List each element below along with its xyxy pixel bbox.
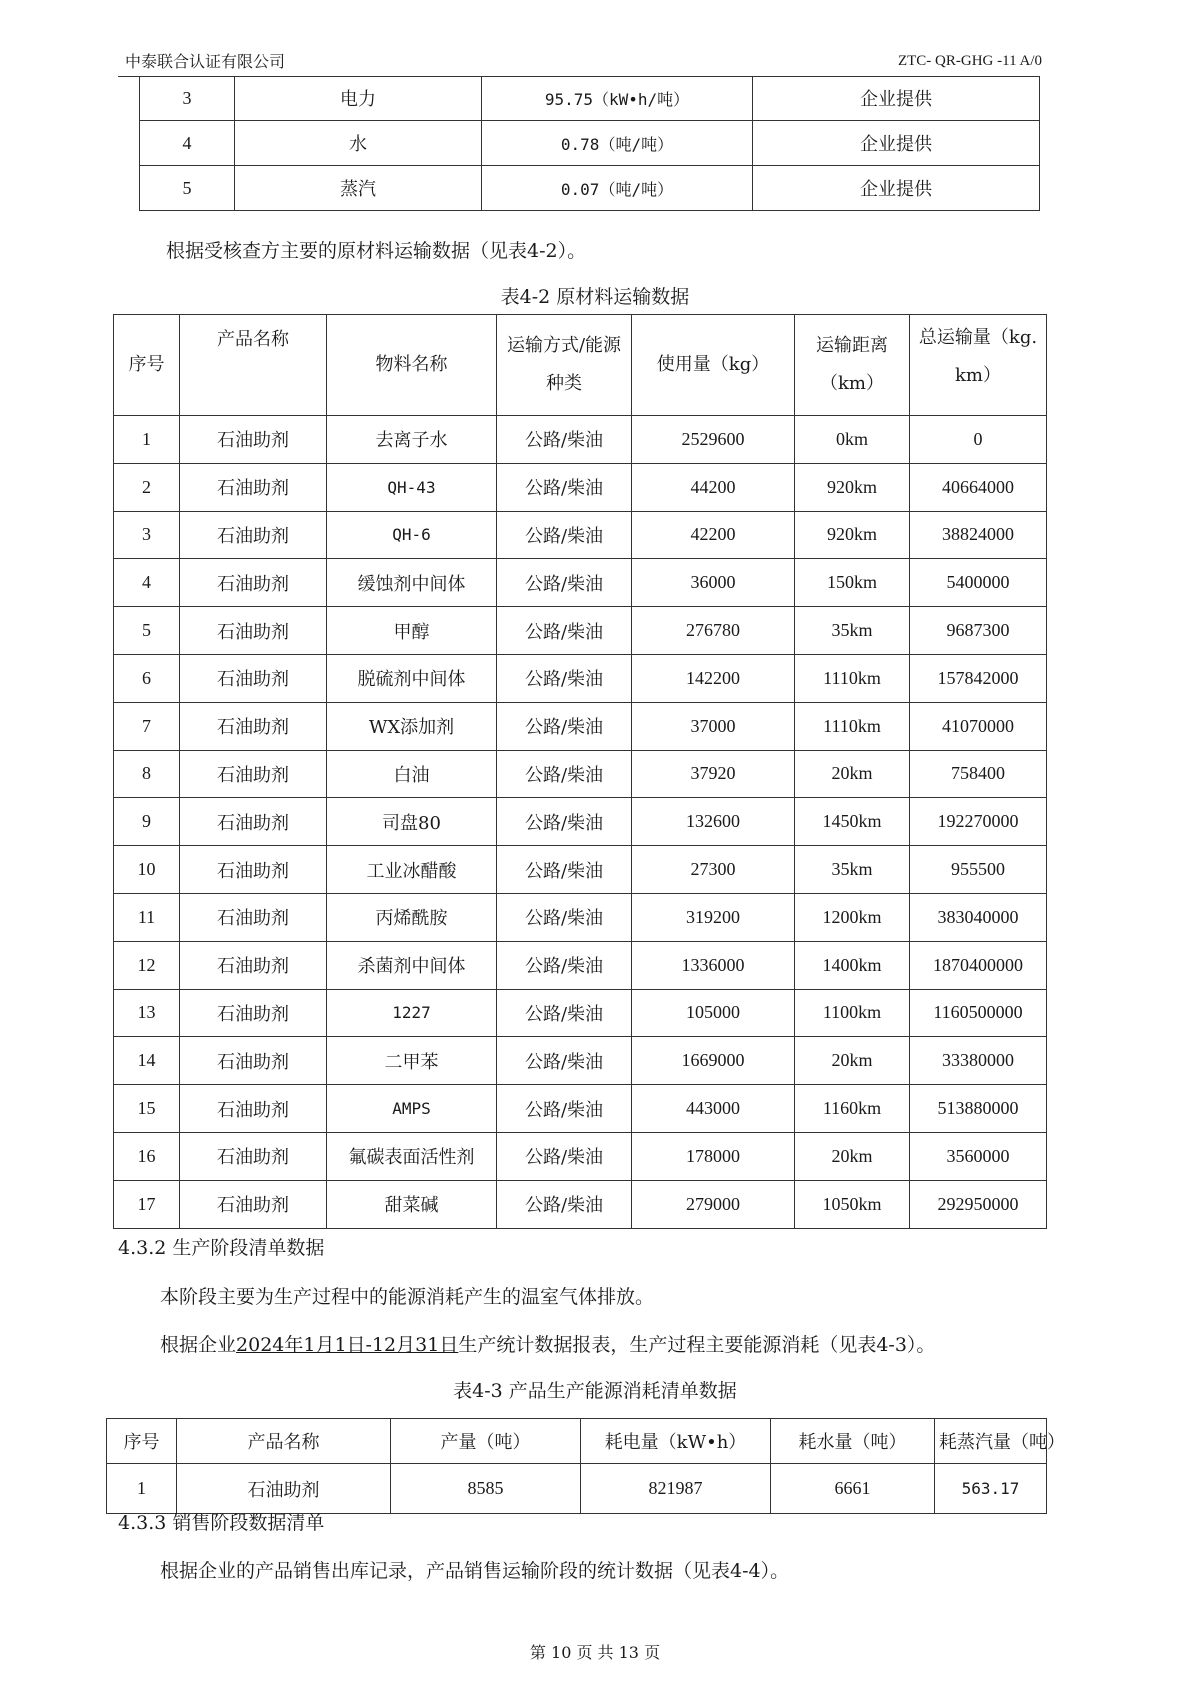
cell-value: 95.75（kW•h/吨） — [482, 76, 753, 121]
cell-total: 40664000 — [910, 463, 1047, 511]
cell-usage: 42200 — [632, 511, 795, 559]
cell-total: 38824000 — [910, 511, 1047, 559]
cell-usage: 105000 — [632, 989, 795, 1037]
cell-product: 石油助剂 — [180, 750, 327, 798]
cell-distance: 1200km — [795, 893, 910, 941]
cell-no: 1 — [114, 416, 180, 464]
table-row — [114, 702, 1047, 750]
cell-distance: 20km — [795, 1132, 910, 1180]
cell-no: 17 — [114, 1180, 180, 1228]
cell-usage: 36000 — [632, 559, 795, 607]
cell-transport: 公路/柴油 — [497, 702, 632, 750]
cell-material: 二甲苯 — [327, 1037, 497, 1085]
section-4-3-2-heading: 4.3.2 生产阶段清单数据 — [118, 1237, 325, 1259]
cell-usage: 1669000 — [632, 1037, 795, 1085]
cell-usage: 142200 — [632, 654, 795, 702]
col-header-power: 耗电量（kW•h） — [581, 1419, 771, 1464]
cell-distance: 150km — [795, 559, 910, 607]
production-energy-table — [106, 1418, 1065, 1514]
cell-water: 6661 — [771, 1464, 935, 1514]
cell-total: 758400 — [910, 750, 1047, 798]
cell-usage: 1336000 — [632, 941, 795, 989]
col-header-total: 总运输量（kg. km） — [910, 315, 1047, 416]
cell-usage: 44200 — [632, 463, 795, 511]
cell-product: 石油助剂 — [180, 846, 327, 894]
cell-distance: 35km — [795, 607, 910, 655]
cell-total: 192270000 — [910, 798, 1047, 846]
energy-consumption-table — [139, 76, 1040, 211]
section-4-3-3-heading: 4.3.3 销售阶段数据清单 — [118, 1512, 325, 1534]
cell-transport: 公路/柴油 — [497, 654, 632, 702]
cell-total: 9687300 — [910, 607, 1047, 655]
col-header-water: 耗水量（吨） — [771, 1419, 935, 1464]
cell-distance: 1160km — [795, 1085, 910, 1133]
energy-consumption-table-body — [140, 76, 1040, 211]
cell-total: 3560000 — [910, 1132, 1047, 1180]
cell-no: 14 — [114, 1037, 180, 1085]
col-header-output: 产量（吨） — [391, 1419, 581, 1464]
company-name: 中泰联合认证有限公司 — [125, 52, 286, 71]
table-row — [114, 416, 1047, 464]
cell-source: 企业提供 — [753, 121, 1040, 166]
cell-product: 石油助剂 — [180, 559, 327, 607]
cell-product: 石油助剂 — [180, 798, 327, 846]
cell-product: 石油助剂 — [180, 1180, 327, 1228]
cell-distance: 1400km — [795, 941, 910, 989]
cell-product: 石油助剂 — [177, 1464, 391, 1514]
col-header-no: 序号 — [107, 1419, 177, 1464]
cell-transport: 公路/柴油 — [497, 798, 632, 846]
cell-transport: 公路/柴油 — [497, 846, 632, 894]
paragraph-b-prefix: 根据企业 — [160, 1334, 237, 1356]
cell-distance: 1100km — [795, 989, 910, 1037]
table-row — [140, 121, 1040, 166]
cell-material: AMPS — [327, 1085, 497, 1133]
cell-no: 12 — [114, 941, 180, 989]
cell-total: 383040000 — [910, 893, 1047, 941]
cell-usage: 37000 — [632, 702, 795, 750]
table-row — [114, 654, 1047, 702]
cell-usage: 37920 — [632, 750, 795, 798]
col-header-usage: 使用量（kg） — [632, 315, 795, 416]
table-header-row — [107, 1419, 1047, 1464]
cell-product: 石油助剂 — [180, 1085, 327, 1133]
table-row — [114, 846, 1047, 894]
section-4-3-3-paragraph: 根据企业的产品销售出库记录，产品销售运输阶段的统计数据（见表4-4）。 — [160, 1560, 790, 1582]
cell-total: 33380000 — [910, 1037, 1047, 1085]
cell-material: 丙烯酰胺 — [327, 893, 497, 941]
cell-no: 9 — [114, 798, 180, 846]
cell-transport: 公路/柴油 — [497, 1037, 632, 1085]
cell-no: 6 — [114, 654, 180, 702]
cell-product: 石油助剂 — [180, 941, 327, 989]
table-row — [114, 559, 1047, 607]
cell-transport: 公路/柴油 — [497, 559, 632, 607]
cell-material: 甲醇 — [327, 607, 497, 655]
cell-source: 企业提供 — [753, 166, 1040, 211]
cell-transport: 公路/柴油 — [497, 941, 632, 989]
cell-no: 4 — [114, 559, 180, 607]
cell-usage: 276780 — [632, 607, 795, 655]
raw-material-transport-table-body — [114, 416, 1047, 1229]
cell-usage: 443000 — [632, 1085, 795, 1133]
cell-material: 氟碳表面活性剂 — [327, 1132, 497, 1180]
cell-product: 石油助剂 — [180, 511, 327, 559]
cell-transport: 公路/柴油 — [497, 893, 632, 941]
cell-no: 16 — [114, 1132, 180, 1180]
col-header-distance: 运输距离（km） — [795, 315, 910, 416]
document-code: ZTC- QR-GHG -11 A/0 — [897, 53, 1042, 69]
cell-total: 5400000 — [910, 559, 1047, 607]
cell-value: 0.07（吨/吨） — [482, 166, 753, 211]
cell-transport: 公路/柴油 — [497, 750, 632, 798]
table-row — [114, 463, 1047, 511]
cell-transport: 公路/柴油 — [497, 1180, 632, 1228]
cell-name: 蒸汽 — [235, 166, 482, 211]
cell-usage: 279000 — [632, 1180, 795, 1228]
section-4-3-2-paragraph-b — [160, 1330, 935, 1357]
cell-material: 1227 — [327, 989, 497, 1037]
cell-usage: 2529600 — [632, 416, 795, 464]
cell-distance: 920km — [795, 463, 910, 511]
cell-material: 去离子水 — [327, 416, 497, 464]
cell-no: 8 — [114, 750, 180, 798]
cell-transport: 公路/柴油 — [497, 463, 632, 511]
cell-material: 脱硫剂中间体 — [327, 654, 497, 702]
cell-usage: 178000 — [632, 1132, 795, 1180]
cell-transport: 公路/柴油 — [497, 1085, 632, 1133]
cell-total: 41070000 — [910, 702, 1047, 750]
cell-distance: 1450km — [795, 798, 910, 846]
col-header-steam: 耗蒸汽量（吨） — [935, 1419, 1047, 1464]
section-4-3-2-paragraph-a: 本阶段主要为生产过程中的能源消耗产生的温室气体排放。 — [160, 1286, 655, 1308]
table-row — [140, 166, 1040, 211]
cell-no: 5 — [140, 166, 235, 211]
cell-total: 1870400000 — [910, 941, 1047, 989]
cell-product: 石油助剂 — [180, 654, 327, 702]
raw-material-transport-table — [113, 314, 1047, 1229]
table-header-row — [114, 315, 1047, 416]
cell-no: 15 — [114, 1085, 180, 1133]
col-header-product: 产品名称 — [180, 315, 327, 416]
col-header-product: 产品名称 — [177, 1419, 391, 1464]
table-row — [114, 1132, 1047, 1180]
table-row — [114, 1085, 1047, 1133]
cell-transport: 公路/柴油 — [497, 416, 632, 464]
cell-material: 工业冰醋酸 — [327, 846, 497, 894]
table-row — [114, 941, 1047, 989]
cell-material: 杀菌剂中间体 — [327, 941, 497, 989]
cell-output: 8585 — [391, 1464, 581, 1514]
cell-total: 1160500000 — [910, 989, 1047, 1037]
cell-name: 电力 — [235, 76, 482, 121]
table-row — [114, 893, 1047, 941]
cell-transport: 公路/柴油 — [497, 511, 632, 559]
cell-total: 955500 — [910, 846, 1047, 894]
col-header-material: 物料名称 — [327, 315, 497, 416]
table-row — [114, 798, 1047, 846]
cell-product: 石油助剂 — [180, 607, 327, 655]
cell-distance: 1050km — [795, 1180, 910, 1228]
cell-no: 4 — [140, 121, 235, 166]
cell-distance: 1110km — [795, 654, 910, 702]
cell-usage: 27300 — [632, 846, 795, 894]
table-row — [114, 1180, 1047, 1228]
cell-total: 0 — [910, 416, 1047, 464]
col-header-transport: 运输方式/能源种类 — [497, 315, 632, 416]
cell-product: 石油助剂 — [180, 702, 327, 750]
cell-source: 企业提供 — [753, 76, 1040, 121]
cell-distance: 20km — [795, 750, 910, 798]
page-number: 第 10 页 共 13 页 — [529, 1643, 661, 1662]
cell-name: 水 — [235, 121, 482, 166]
cell-product: 石油助剂 — [180, 1132, 327, 1180]
cell-no: 3 — [140, 76, 235, 121]
cell-material: 甜菜碱 — [327, 1180, 497, 1228]
cell-product: 石油助剂 — [180, 989, 327, 1037]
cell-material: WX添加剂 — [327, 702, 497, 750]
cell-material: QH-6 — [327, 511, 497, 559]
cell-no: 3 — [114, 511, 180, 559]
cell-distance: 20km — [795, 1037, 910, 1085]
table-row — [114, 607, 1047, 655]
cell-transport: 公路/柴油 — [497, 1132, 632, 1180]
cell-no: 11 — [114, 893, 180, 941]
cell-total: 157842000 — [910, 654, 1047, 702]
cell-distance: 1110km — [795, 702, 910, 750]
cell-material: 白油 — [327, 750, 497, 798]
cell-no: 5 — [114, 607, 180, 655]
cell-product: 石油助剂 — [180, 463, 327, 511]
cell-transport: 公路/柴油 — [497, 607, 632, 655]
table-row — [114, 989, 1047, 1037]
cell-product: 石油助剂 — [180, 416, 327, 464]
table-4-2-caption: 表4-2 原材料运输数据 — [500, 286, 690, 308]
cell-material: 缓蚀剂中间体 — [327, 559, 497, 607]
table-4-3-caption: 表4-3 产品生产能源消耗清单数据 — [453, 1380, 737, 1402]
table-row — [114, 1037, 1047, 1085]
cell-material: QH-43 — [327, 463, 497, 511]
cell-no: 10 — [114, 846, 180, 894]
cell-no: 13 — [114, 989, 180, 1037]
cell-total: 513880000 — [910, 1085, 1047, 1133]
cell-transport: 公路/柴油 — [497, 989, 632, 1037]
cell-distance: 35km — [795, 846, 910, 894]
table-row — [114, 750, 1047, 798]
paragraph-transport-intro: 根据受核查方主要的原材料运输数据（见表4-2）。 — [166, 240, 587, 262]
cell-value: 0.78（吨/吨） — [482, 121, 753, 166]
cell-power: 821987 — [581, 1464, 771, 1514]
cell-distance: 920km — [795, 511, 910, 559]
cell-product: 石油助剂 — [180, 1037, 327, 1085]
paragraph-b-suffix: 生产统计数据报表，生产过程主要能源消耗（见表4-3）。 — [458, 1334, 936, 1356]
cell-usage: 132600 — [632, 798, 795, 846]
cell-no: 2 — [114, 463, 180, 511]
cell-material: 司盘80 — [327, 798, 497, 846]
cell-distance: 0km — [795, 416, 910, 464]
cell-product: 石油助剂 — [180, 893, 327, 941]
cell-total: 292950000 — [910, 1180, 1047, 1228]
production-energy-table-body — [107, 1464, 1047, 1514]
table-row — [107, 1464, 1047, 1514]
cell-no: 7 — [114, 702, 180, 750]
cell-no: 1 — [107, 1464, 177, 1514]
reporting-period: 2024年1月1日-12月31日 — [236, 1334, 459, 1356]
cell-usage: 319200 — [632, 893, 795, 941]
cell-steam: 563.17 — [935, 1464, 1047, 1514]
table-row — [140, 76, 1040, 121]
col-header-no: 序号 — [114, 315, 180, 416]
table-row — [114, 511, 1047, 559]
